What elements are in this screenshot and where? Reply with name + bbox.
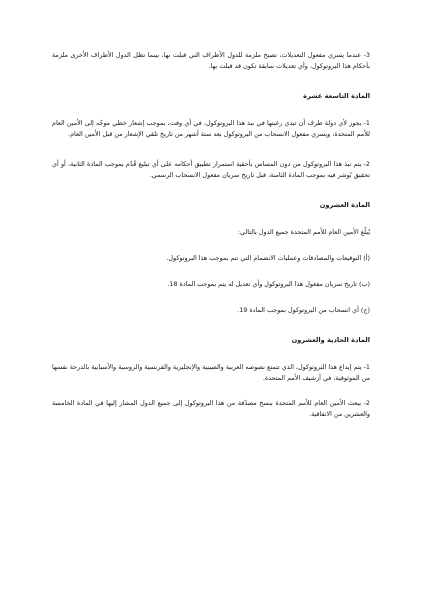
article-20-item-b: (ب) تاريخ سريان مفعول هذا البروتوكول وأي تعديل له يتم بموجب المادة 18. (167, 280, 370, 288)
article-20-intro: يُبلّغ الأمين العام للأمم المتحدة جميع الدول بالتالي: (237, 228, 370, 236)
article-21-paragraph-1: 1- يتم إيداع هذا البروتوكول، الذي تتمتع نصوصه العربية والصينية والإنجليزية والفرنسية والروسية والأسبانية بالدرجة نفسها من الموثوقية، في أرشيف الأمم المتحدة. (52, 363, 370, 382)
article-21-paragraph-2: 2- يبعث الأمين العام للأمم المتحدة بنسخ مصدّقة من هذا البروتوكول إلى جميع الدول المشار إليها في المادة الخامسة والعشرين من الاتفاقية. (52, 399, 370, 418)
article-19-paragraph-1: 1- يجوز لأي دولة طرف أن تبدي رغبتها في نبذ هذا البروتوكول، في أي وقت، بموجب إشعار خطي موجّه إلى الأمين العام للأمم المتحدة، ويسري مفعول الانسحاب من البروتوكول بعد ستة أشهر من تاريخ تلقي الإشعار من قبل الأمين العام. (52, 119, 370, 138)
article-19-paragraph-2: 2- يتم نبذ هذا البروتوكول من دون المساس بأحقية استمرار تطبيق أحكامه على أي تبليغ قُدّم بموجب المادة الثانية، أو أي تحقيق بُوشر فيه بموجب المادة الثامنة، قبل تاريخ سريان مفعول الانسحاب الرسمي. (52, 160, 370, 179)
article-20-item-a: (أ) التوقيعات والمصادقات وعمليات الانضمام التي تتم بموجب هذا البروتوكول. (166, 254, 370, 262)
article-20-heading: المادة العشرون (319, 201, 370, 209)
article-21-heading: المادة الحادية والعشرون (291, 336, 370, 344)
article-18-paragraph-3: 3- عندما يسري مفعول التعديلات، تصبح ملزمة للدول الأطراف التي قبلت بها، بينما تظل الدول الأطراف الأخرى ملزمة بأحكام هذا البروتوكول، وأي تعديلات سابقة تكون قد قبلت بها. (52, 51, 370, 70)
article-20-item-c: (ج) أي انسحاب من البروتوكول بموجب المادة 19. (237, 306, 370, 314)
article-19-heading: المادة التاسعة عشرة (303, 92, 370, 100)
document-page (52, 50, 370, 439)
